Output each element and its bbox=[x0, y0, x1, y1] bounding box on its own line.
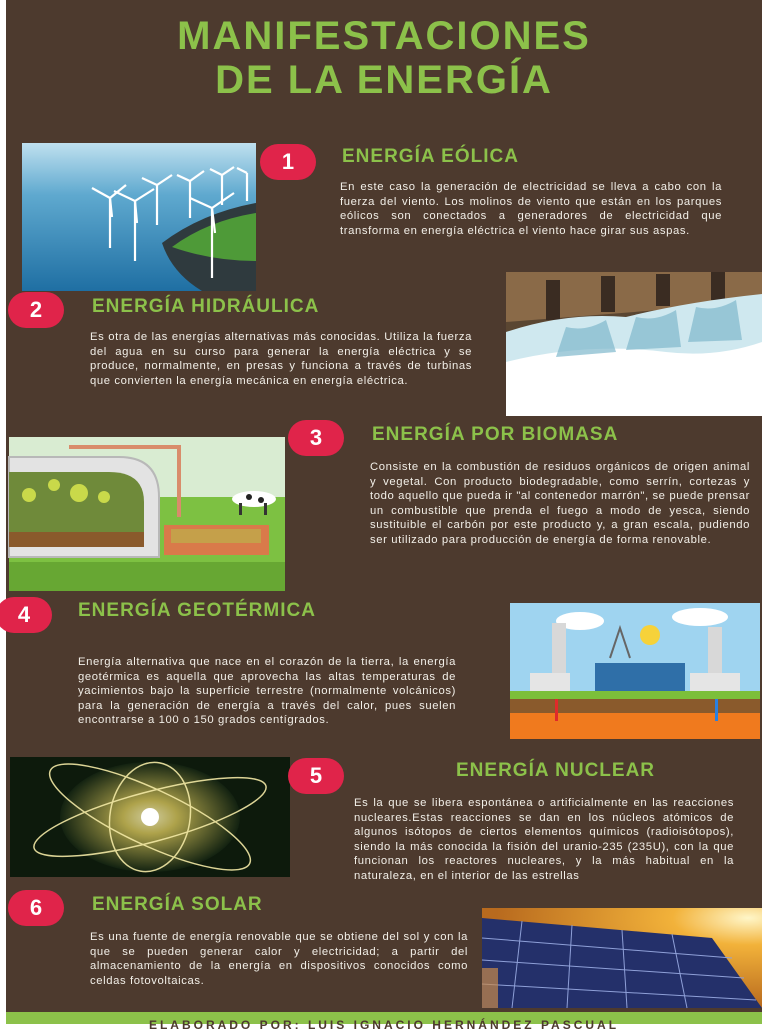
section-text: Energía alternativa que nace en el corazón de la tierra, la energía geotérmica es aquella que aprovecha las altas temperaturas de yacimientos bajo la superficie terrestre (normalmente volcánicos) para la generación de energía a través del calor, pues suelen encontrarse a 100 o 150 grados centígrados. bbox=[78, 656, 456, 727]
wind-farm-photo bbox=[22, 143, 256, 291]
section-text: En este caso la generación de electricidad se lleva a cabo con la fuerza del viento. Los molinos de viento que están en los parques eólicos son conectados a generadores de electricidad que transforma en energía eléctrica el viento hace girar sus aspas. bbox=[340, 181, 722, 237]
solar-panel-photo bbox=[482, 908, 762, 1008]
infographic-poster bbox=[6, 0, 762, 1032]
section-number-badge: 5 bbox=[288, 758, 344, 794]
biogas-plant-illustration bbox=[9, 437, 285, 591]
section-number-badge: 6 bbox=[8, 890, 64, 926]
section-heading: ENERGÍA SOLAR bbox=[92, 894, 263, 915]
section-heading: ENERGÍA EÓLICA bbox=[342, 146, 519, 167]
section-heading: ENERGÍA NUCLEAR bbox=[456, 760, 656, 781]
dam-photo bbox=[506, 272, 762, 416]
section-text: Es una fuente de energía renovable que se obtiene del sol y con la que se pueden generar calor y electricidad; a partir del almacenamiento de la energía en dispositivos conocidos como celdas fotovoltaicas. bbox=[90, 931, 468, 987]
page-title-line-1: MANIFESTACIONES bbox=[177, 14, 591, 58]
page-title-line-2: DE LA ENERGÍA bbox=[215, 58, 553, 102]
section-heading: ENERGÍA POR BIOMASA bbox=[372, 424, 619, 445]
section-number-badge: 4 bbox=[0, 597, 52, 633]
section-heading: ENERGÍA GEOTÉRMICA bbox=[78, 600, 316, 621]
section-number-badge: 3 bbox=[288, 420, 344, 456]
section-text: Consiste en la combustión de residuos orgánicos de origen animal y vegetal. Con producto biodegradable, como serrín, cortezas y todo aquello que pueda ir "al contenedor marrón", se puede prensar un combustible que prenda el fuego a modo de yesca, siendo sustituible el carbón por este producto y, a gran escala, pudiendo ser utilizado para producción de energía de forma renovable. bbox=[370, 461, 750, 546]
section-text: Es la que se libera espontánea o artificialmente en las reacciones nucleares.Estas reacciones se dan en los núcleos atómicos de algunos isótopos de ciertos elementos químicos (radioisótopos), siendo la más conocida la fisión del uranio-235 (235U), con la que funcionan los reactores nucleares, y la más habitual en la naturaleza, en el interior de las estrellas bbox=[354, 797, 734, 882]
section-heading: ENERGÍA HIDRÁULICA bbox=[92, 296, 320, 317]
geothermal-plant-illustration bbox=[510, 603, 760, 739]
section-number-badge: 1 bbox=[260, 144, 316, 180]
section-text: Es otra de las energías alternativas más conocidas. Utiliza la fuerza del agua en su curso para generar la energía eléctrica y se produce, normalmente, en presas y funciona a través de turbinas que convierten la energía mecánica en energía eléctrica. bbox=[90, 331, 472, 387]
footer-credit: ELABORADO POR: LUIS IGNACIO HERNÁNDEZ PASCUAL bbox=[148, 1018, 620, 1032]
section-number-badge: 2 bbox=[8, 292, 64, 328]
atom-photo bbox=[10, 757, 290, 877]
